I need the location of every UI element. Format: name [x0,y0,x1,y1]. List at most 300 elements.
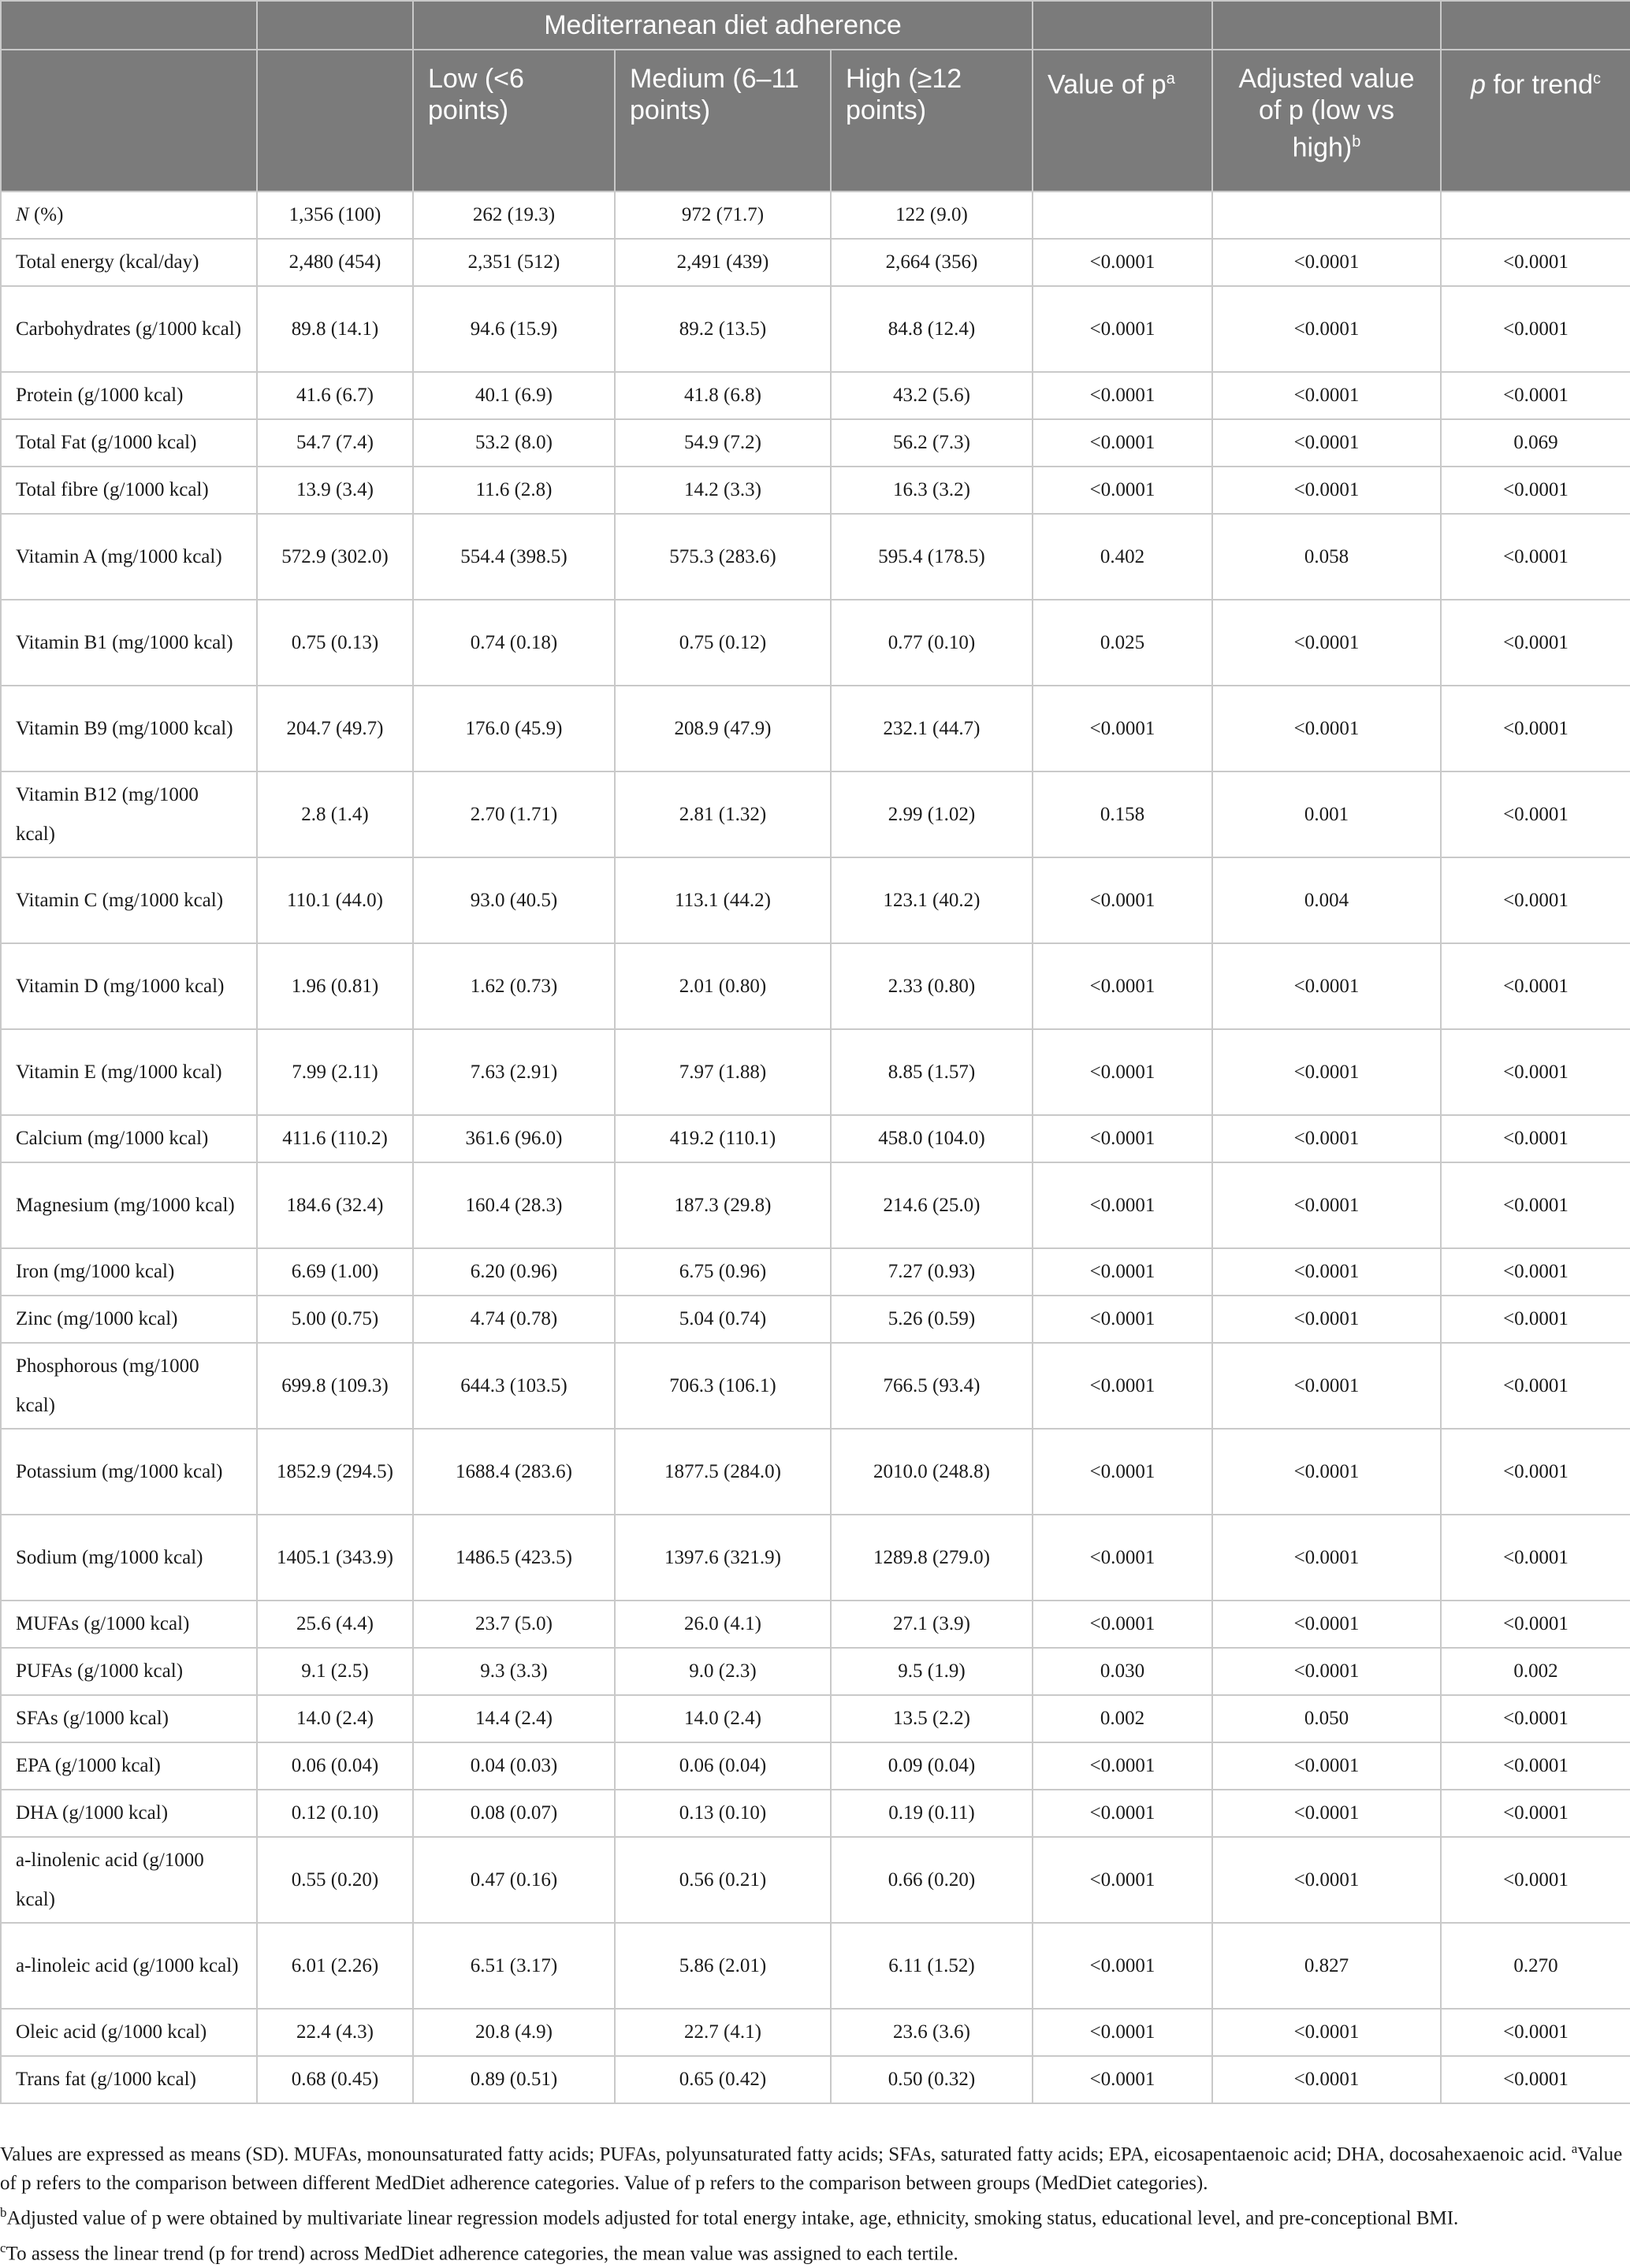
cell-medium: 972 (71.7) [615,191,831,239]
cell-medium: 54.9 (7.2) [615,419,831,467]
cell-medium: 0.56 (0.21) [615,1837,831,1923]
cell-p-value: <0.0001 [1033,467,1212,514]
cell-total: 54.7 (7.4) [257,419,413,467]
cell-p-trend: <0.0001 [1441,1296,1630,1343]
row-label-text: Total fibre (g/1000 kcal) [16,479,209,500]
cell-total: 7.99 (2.11) [257,1029,413,1115]
row-label-text: Vitamin A (mg/1000 kcal) [16,545,222,567]
table-row [1,1837,1630,1923]
cell-adjusted-p: <0.0001 [1212,1296,1441,1343]
header-adjusted-p-text: Adjusted value of p (low vs high) [1238,64,1415,163]
table-row [1,1029,1630,1115]
header-blank-label-2 [1,50,257,191]
cell-total: 41.6 (6.7) [257,372,413,419]
table-row [1,771,1630,857]
footnote-a-text: Value of p refers to the comparison between different MedDiet adherence categories. Value of p refers to the comparison between groups (MedDiet categories). [0,2143,1623,2195]
cell-low: 6.51 (3.17) [413,1923,615,2009]
cell-adjusted-p: <0.0001 [1212,1429,1441,1515]
table-row [1,239,1630,286]
row-label-text: Oleic acid (g/1000 kcal) [16,2021,207,2043]
cell-low: 14.4 (2.4) [413,1695,615,1742]
cell-low: 0.89 (0.51) [413,2056,615,2103]
cell-p-trend: <0.0001 [1441,771,1630,857]
cell-p-value: <0.0001 [1033,372,1212,419]
cell-adjusted-p: <0.0001 [1212,239,1441,286]
cell-total: 25.6 (4.4) [257,1601,413,1648]
cell-medium: 208.9 (47.9) [615,686,831,771]
row-label-text: Vitamin B1 (mg/1000 kcal) [16,631,233,653]
row-label [1,191,257,239]
cell-adjusted-p: 0.004 [1212,857,1441,943]
cell-p-value: 0.002 [1033,1695,1212,1742]
header-group-title: Mediterranean diet adherence [413,1,1033,50]
cell-p-trend: <0.0001 [1441,1248,1630,1296]
cell-adjusted-p: <0.0001 [1212,1837,1441,1923]
cell-p-value: <0.0001 [1033,419,1212,467]
table-row [1,1343,1630,1429]
cell-total: 1,356 (100) [257,191,413,239]
cell-total: 9.1 (2.5) [257,1648,413,1695]
cell-low: 160.4 (28.3) [413,1162,615,1248]
cell-low: 4.74 (0.78) [413,1296,615,1343]
row-label [1,1515,257,1601]
cell-adjusted-p: <0.0001 [1212,1648,1441,1695]
cell-p-trend: <0.0001 [1441,1162,1630,1248]
cell-medium: 2.81 (1.32) [615,771,831,857]
header-p-value-text: Value of p [1048,69,1167,100]
header-low: Low (<6 points) [413,50,615,191]
table-row [1,2056,1630,2103]
cell-low: 361.6 (96.0) [413,1115,615,1162]
table-row [1,1248,1630,1296]
cell-high: 2.33 (0.80) [831,943,1033,1029]
row-label-text: PUFAs (g/1000 kcal) [16,1660,184,1682]
cell-adjusted-p: 0.050 [1212,1695,1441,1742]
table-row [1,1296,1630,1343]
cell-p-value: <0.0001 [1033,286,1212,372]
cell-low: 176.0 (45.9) [413,686,615,771]
row-label-text: Sodium (mg/1000 kcal) [16,1546,203,1568]
cell-high: 458.0 (104.0) [831,1115,1033,1162]
header-blank-adj [1212,1,1441,50]
cell-p-trend: <0.0001 [1441,1115,1630,1162]
cell-total: 2.8 (1.4) [257,771,413,857]
cell-low: 2,351 (512) [413,239,615,286]
cell-low: 2.70 (1.71) [413,771,615,857]
row-label-text: Iron (mg/1000 kcal) [16,1261,175,1282]
cell-p-trend: <0.0001 [1441,857,1630,943]
cell-high: 8.85 (1.57) [831,1029,1033,1115]
cell-p-value: <0.0001 [1033,857,1212,943]
row-label-text: MUFAs (g/1000 kcal) [16,1613,190,1634]
cell-high: 123.1 (40.2) [831,857,1033,943]
cell-medium: 706.3 (106.1) [615,1343,831,1429]
cell-medium: 9.0 (2.3) [615,1648,831,1695]
table-row [1,372,1630,419]
footnote-b [0,2198,1630,2233]
cell-p-value: <0.0001 [1033,1429,1212,1515]
cell-low: 0.04 (0.03) [413,1742,615,1790]
cell-p-value: <0.0001 [1033,1115,1212,1162]
cell-low: 0.08 (0.07) [413,1790,615,1837]
cell-high: 0.19 (0.11) [831,1790,1033,1837]
table-row [1,1115,1630,1162]
row-label [1,239,257,286]
cell-p-value: <0.0001 [1033,1162,1212,1248]
row-label [1,1923,257,2009]
cell-total: 14.0 (2.4) [257,1695,413,1742]
table-row [1,686,1630,771]
row-label [1,419,257,467]
cell-total: 13.9 (3.4) [257,467,413,514]
cell-medium: 0.65 (0.42) [615,2056,831,2103]
cell-adjusted-p: <0.0001 [1212,286,1441,372]
cell-low: 1688.4 (283.6) [413,1429,615,1515]
row-label-text: Vitamin C (mg/1000 kcal) [16,889,224,911]
cell-total: 110.1 (44.0) [257,857,413,943]
table-footnotes [0,2134,1630,2268]
table-row [1,1515,1630,1601]
row-label-text: SFAs (g/1000 kcal) [16,1708,169,1729]
header-p-trend-sup: c [1593,70,1602,87]
cell-p-trend [1441,191,1630,239]
cell-adjusted-p: <0.0001 [1212,372,1441,419]
cell-total: 6.01 (2.26) [257,1923,413,2009]
table-row [1,2009,1630,2056]
cell-medium: 2.01 (0.80) [615,943,831,1029]
cell-adjusted-p [1212,191,1441,239]
table-row [1,1601,1630,1648]
cell-adjusted-p: <0.0001 [1212,1248,1441,1296]
footnote-b-text: Adjusted value of p were obtained by multivariate linear regression models adjusted for total energy intake, age, ethnicity, smoking status, educational level, and pre-conceptional BMI. [6,2207,1459,2229]
cell-low: 9.3 (3.3) [413,1648,615,1695]
cell-high: 232.1 (44.7) [831,686,1033,771]
row-label-text: Vitamin E (mg/1000 kcal) [16,1061,222,1083]
cell-low: 6.20 (0.96) [413,1248,615,1296]
cell-medium: 14.2 (3.3) [615,467,831,514]
row-label-text: Zinc (mg/1000 kcal) [16,1308,178,1329]
row-label [1,1115,257,1162]
cell-high: 9.5 (1.9) [831,1648,1033,1695]
cell-low: 1486.5 (423.5) [413,1515,615,1601]
cell-total: 89.8 (14.1) [257,286,413,372]
table-row [1,1648,1630,1695]
cell-adjusted-p: <0.0001 [1212,1343,1441,1429]
cell-total: 1.96 (0.81) [257,943,413,1029]
header-adjusted-p [1212,50,1441,191]
cell-medium: 5.04 (0.74) [615,1296,831,1343]
cell-p-value [1033,191,1212,239]
cell-p-trend: <0.0001 [1441,1515,1630,1601]
row-label-text: Total energy (kcal/day) [16,251,199,273]
footnote-a-sup: a [1571,2141,1578,2156]
row-label-text: Calcium (mg/1000 kcal) [16,1128,209,1149]
cell-medium: 41.8 (6.8) [615,372,831,419]
footnote-b-sup: b [0,2205,7,2221]
footnote-main-text: Values are expressed as means (SD). MUFAs, monounsaturated fatty acids; PUFAs, polyunsaturated fatty acids; SFAs, saturated fatty acids; EPA, eicosapentaenoic acid; DHA, docosahexaenoic acid. [0,2143,1572,2166]
row-label [1,943,257,1029]
cell-total: 22.4 (4.3) [257,2009,413,2056]
cell-p-value: <0.0001 [1033,1343,1212,1429]
cell-adjusted-p: <0.0001 [1212,600,1441,686]
cell-low: 40.1 (6.9) [413,372,615,419]
header-medium: Medium (6–11 points) [615,50,831,191]
cell-adjusted-p: 0.001 [1212,771,1441,857]
cell-total: 1405.1 (343.9) [257,1515,413,1601]
row-label [1,1296,257,1343]
cell-p-value: <0.0001 [1033,1837,1212,1923]
cell-adjusted-p: <0.0001 [1212,1162,1441,1248]
cell-low: 20.8 (4.9) [413,2009,615,2056]
cell-low: 644.3 (103.5) [413,1343,615,1429]
cell-high: 13.5 (2.2) [831,1695,1033,1742]
cell-adjusted-p: 0.058 [1212,514,1441,600]
cell-p-trend: 0.069 [1441,419,1630,467]
cell-low: 53.2 (8.0) [413,419,615,467]
table-row [1,514,1630,600]
row-label-text: Vitamin B12 (mg/1000 kcal) [16,783,199,845]
cell-total: 1852.9 (294.5) [257,1429,413,1515]
cell-high: 84.8 (12.4) [831,286,1033,372]
cell-adjusted-p: <0.0001 [1212,1601,1441,1648]
cell-p-value: <0.0001 [1033,1296,1212,1343]
cell-p-trend: 0.002 [1441,1648,1630,1695]
header-p-trend-italic: p [1471,69,1486,100]
row-label-text: DHA (g/1000 kcal) [16,1802,169,1824]
cell-p-value: <0.0001 [1033,1923,1212,2009]
cell-low: 554.4 (398.5) [413,514,615,600]
cell-p-value: <0.0001 [1033,686,1212,771]
cell-high: 0.09 (0.04) [831,1742,1033,1790]
cell-low: 7.63 (2.91) [413,1029,615,1115]
table-row [1,467,1630,514]
table-row [1,943,1630,1029]
cell-high: 2,664 (356) [831,239,1033,286]
cell-high: 7.27 (0.93) [831,1248,1033,1296]
cell-medium: 113.1 (44.2) [615,857,831,943]
row-label-text: Total Fat (g/1000 kcal) [16,432,197,453]
cell-high: 5.26 (0.59) [831,1296,1033,1343]
row-label [1,372,257,419]
cell-total: 6.69 (1.00) [257,1248,413,1296]
header-blank-p [1033,1,1212,50]
table-row [1,600,1630,686]
cell-medium: 5.86 (2.01) [615,1923,831,2009]
cell-total: 184.6 (32.4) [257,1162,413,1248]
cell-p-trend: <0.0001 [1441,372,1630,419]
cell-p-trend: 0.270 [1441,1923,1630,2009]
cell-total: 0.75 (0.13) [257,600,413,686]
cell-p-value: <0.0001 [1033,1029,1212,1115]
header-p-trend [1441,50,1630,191]
cell-adjusted-p: <0.0001 [1212,1029,1441,1115]
table-row [1,286,1630,372]
cell-high: 43.2 (5.6) [831,372,1033,419]
cell-adjusted-p: <0.0001 [1212,467,1441,514]
table-row [1,1429,1630,1515]
cell-low: 0.47 (0.16) [413,1837,615,1923]
cell-total: 699.8 (109.3) [257,1343,413,1429]
cell-total: 411.6 (110.2) [257,1115,413,1162]
row-label [1,1790,257,1837]
cell-p-trend: <0.0001 [1441,514,1630,600]
cell-medium: 187.3 (29.8) [615,1162,831,1248]
cell-adjusted-p: <0.0001 [1212,943,1441,1029]
table-row [1,1162,1630,1248]
table-row [1,1923,1630,2009]
cell-high: 2.99 (1.02) [831,771,1033,857]
cell-medium: 26.0 (4.1) [615,1601,831,1648]
cell-p-value: <0.0001 [1033,2009,1212,2056]
cell-total: 0.12 (0.10) [257,1790,413,1837]
cell-total: 2,480 (454) [257,239,413,286]
cell-p-trend: <0.0001 [1441,600,1630,686]
row-label-text: Vitamin B9 (mg/1000 kcal) [16,717,233,739]
cell-medium: 0.06 (0.04) [615,1742,831,1790]
row-label [1,286,257,372]
cell-p-trend: <0.0001 [1441,1029,1630,1115]
cell-medium: 419.2 (110.1) [615,1115,831,1162]
footnote-c-sup: c [0,2240,6,2255]
cell-total: 572.9 (302.0) [257,514,413,600]
row-label [1,1429,257,1515]
cell-high: 1289.8 (279.0) [831,1515,1033,1601]
cell-p-value: 0.025 [1033,600,1212,686]
cell-p-trend: <0.0001 [1441,1601,1630,1648]
cell-total: 5.00 (0.75) [257,1296,413,1343]
cell-p-trend: <0.0001 [1441,239,1630,286]
cell-p-trend: <0.0001 [1441,286,1630,372]
row-label-text: a-linolenic acid (g/1000 kcal) [16,1849,204,1910]
cell-p-trend: <0.0001 [1441,1343,1630,1429]
footnote-c [0,2233,1630,2268]
row-label-text: Magnesium (mg/1000 kcal) [16,1194,235,1216]
row-label [1,467,257,514]
cell-adjusted-p: <0.0001 [1212,1742,1441,1790]
row-label-text: EPA (g/1000 kcal) [16,1755,161,1776]
row-label [1,771,257,857]
cell-adjusted-p: <0.0001 [1212,1790,1441,1837]
row-label [1,1742,257,1790]
cell-total: 0.55 (0.20) [257,1837,413,1923]
cell-medium: 7.97 (1.88) [615,1029,831,1115]
cell-p-trend: <0.0001 [1441,1837,1630,1923]
cell-p-trend: <0.0001 [1441,1742,1630,1790]
cell-low: 262 (19.3) [413,191,615,239]
row-label-text: Protein (g/1000 kcal) [16,385,184,406]
cell-medium: 89.2 (13.5) [615,286,831,372]
cell-total: 0.68 (0.45) [257,2056,413,2103]
cell-p-trend: <0.0001 [1441,2009,1630,2056]
row-label [1,1695,257,1742]
cell-high: 0.77 (0.10) [831,600,1033,686]
row-label [1,1601,257,1648]
cell-p-value: 0.030 [1033,1648,1212,1695]
header-blank-trend [1441,1,1630,50]
table-body [1,191,1630,2103]
cell-medium: 0.13 (0.10) [615,1790,831,1837]
cell-low: 93.0 (40.5) [413,857,615,943]
row-label [1,1029,257,1115]
header-p-value [1033,50,1212,191]
row-label-text: a-linoleic acid (g/1000 kcal) [16,1954,239,1976]
row-label-italic: N [16,204,29,225]
row-label [1,514,257,600]
table-row [1,1790,1630,1837]
cell-low: 94.6 (15.9) [413,286,615,372]
header-blank-label [1,1,257,50]
row-label [1,1343,257,1429]
row-label [1,1162,257,1248]
cell-high: 0.66 (0.20) [831,1837,1033,1923]
cell-adjusted-p: <0.0001 [1212,1115,1441,1162]
row-label-text: Phosphorous (mg/1000 kcal) [16,1355,199,1416]
table-header [1,1,1630,191]
cell-medium: 6.75 (0.96) [615,1248,831,1296]
header-blank-total [257,1,413,50]
footnote-main [0,2134,1630,2198]
cell-adjusted-p: <0.0001 [1212,419,1441,467]
cell-p-value: 0.402 [1033,514,1212,600]
row-label [1,2009,257,2056]
cell-p-trend: <0.0001 [1441,1429,1630,1515]
header-adjusted-p-sup: b [1352,133,1361,151]
cell-low: 0.74 (0.18) [413,600,615,686]
cell-low: 11.6 (2.8) [413,467,615,514]
cell-high: 122 (9.0) [831,191,1033,239]
table-row [1,1695,1630,1742]
cell-high: 6.11 (1.52) [831,1923,1033,2009]
row-label-text: (%) [28,204,64,225]
cell-p-value: <0.0001 [1033,943,1212,1029]
cell-adjusted-p: 0.827 [1212,1923,1441,2009]
row-label [1,1648,257,1695]
cell-medium: 1877.5 (284.0) [615,1429,831,1515]
cell-high: 0.50 (0.32) [831,2056,1033,2103]
row-label [1,2056,257,2103]
row-label [1,600,257,686]
cell-p-value: <0.0001 [1033,1742,1212,1790]
cell-p-value: <0.0001 [1033,2056,1212,2103]
cell-p-trend: <0.0001 [1441,2056,1630,2103]
row-label [1,857,257,943]
cell-p-value: <0.0001 [1033,1248,1212,1296]
cell-high: 23.6 (3.6) [831,2009,1033,2056]
header-high: High (≥12 points) [831,50,1033,191]
cell-p-trend: <0.0001 [1441,686,1630,771]
row-label-text: Carbohydrates (g/1000 kcal) [16,318,242,340]
cell-medium: 1397.6 (321.9) [615,1515,831,1601]
table-row [1,857,1630,943]
cell-high: 214.6 (25.0) [831,1162,1033,1248]
cell-p-value: <0.0001 [1033,1601,1212,1648]
cell-total: 0.06 (0.04) [257,1742,413,1790]
cell-total: 204.7 (49.7) [257,686,413,771]
cell-p-value: 0.158 [1033,771,1212,857]
cell-p-trend: <0.0001 [1441,1695,1630,1742]
cell-high: 56.2 (7.3) [831,419,1033,467]
cell-medium: 14.0 (2.4) [615,1695,831,1742]
row-label [1,1248,257,1296]
cell-adjusted-p: <0.0001 [1212,2056,1441,2103]
cell-high: 16.3 (3.2) [831,467,1033,514]
cell-low: 1.62 (0.73) [413,943,615,1029]
table-row [1,1742,1630,1790]
row-label-text: Trans fat (g/1000 kcal) [16,2069,196,2090]
header-p-trend-text: for trend [1485,69,1594,100]
cell-medium: 2,491 (439) [615,239,831,286]
cell-p-value: <0.0001 [1033,239,1212,286]
